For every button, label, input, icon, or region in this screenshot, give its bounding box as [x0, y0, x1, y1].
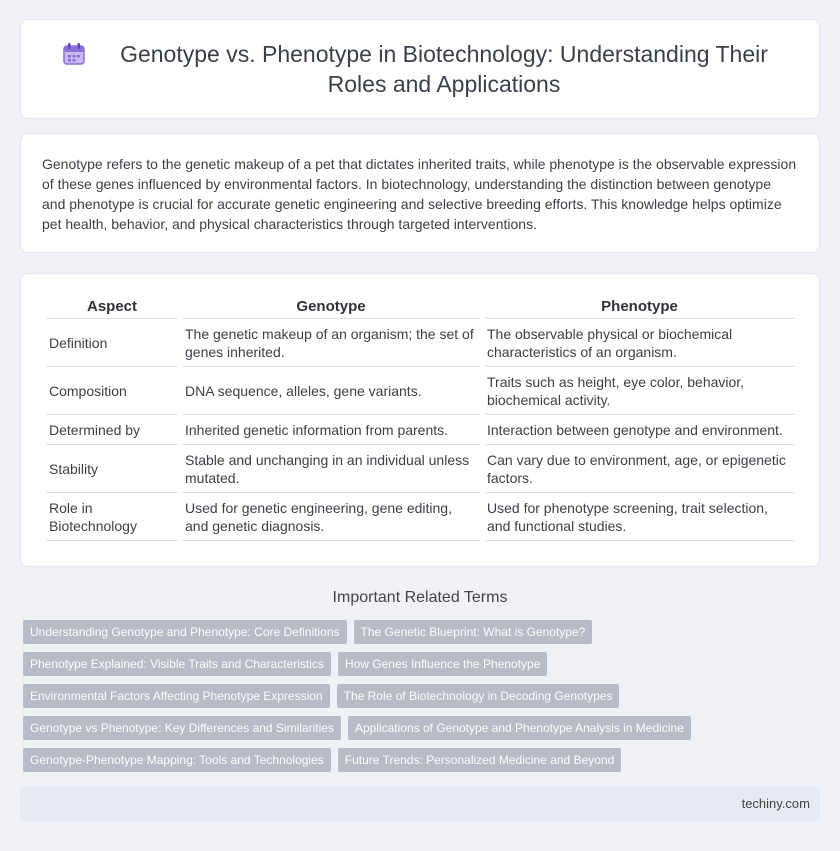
- related-term-tag[interactable]: Phenotype Explained: Visible Traits and Characteristics: [23, 652, 331, 676]
- phenotype-cell: Traits such as height, eye color, behavior, biochemical activity.: [484, 367, 795, 415]
- page-title: Genotype vs. Phenotype in Biotechnology: Understanding Their Roles and Applications: [120, 41, 768, 97]
- related-term-tag[interactable]: The Genetic Blueprint: What is Genotype?: [354, 620, 593, 644]
- header-aspect: Aspect: [46, 296, 178, 319]
- phenotype-cell: Interaction between genotype and environment.: [484, 415, 795, 445]
- phenotype-cell: Can vary due to environment, age, or epigenetic factors.: [484, 445, 795, 493]
- related-term-tag[interactable]: Genotype-Phenotype Mapping: Tools and Technologies: [23, 748, 331, 772]
- header-phenotype: Phenotype: [484, 296, 795, 319]
- genotype-cell: Used for genetic engineering, gene editing, and genetic diagnosis.: [182, 493, 480, 541]
- genotype-cell: Inherited genetic information from parents.: [182, 415, 480, 445]
- aspect-cell: Role in Biotechnology: [46, 493, 178, 541]
- comparison-table: [42, 296, 799, 541]
- table-row: [46, 319, 795, 367]
- related-term-tag[interactable]: Applications of Genotype and Phenotype Analysis in Medicine: [348, 716, 691, 740]
- related-terms-list: [23, 620, 803, 780]
- genotype-cell: DNA sequence, alleles, gene variants.: [182, 367, 480, 415]
- related-term-tag[interactable]: The Role of Biotechnology in Decoding Genotypes: [337, 684, 620, 708]
- related-term-tag[interactable]: Genotype vs Phenotype: Key Differences and Similarities: [23, 716, 341, 740]
- table-header-row: [46, 296, 795, 319]
- header-genotype: Genotype: [182, 296, 480, 319]
- intro-paragraph: Genotype refers to the genetic makeup of a pet that dictates inherited traits, while phenotype is the observable expression of these genes influenced by environmental factors. In biotechnology, understanding the distinction between genotype and phenotype is crucial for accurate genetic engineering and selective breeding efforts. This knowledge helps optimize pet health, behavior, and physical characteristics through targeted interventions.: [42, 156, 797, 232]
- related-term-tag[interactable]: How Genes Influence the Phenotype: [338, 652, 547, 676]
- related-term-tag[interactable]: Future Trends: Personalized Medicine and Beyond: [338, 748, 622, 772]
- genotype-cell: The genetic makeup of an organism; the set of genes inherited.: [182, 319, 480, 367]
- phenotype-cell: The observable physical or biochemical characteristics of an organism.: [484, 319, 795, 367]
- table-row: [46, 367, 795, 415]
- comparison-card: [20, 273, 820, 567]
- aspect-cell: Composition: [46, 367, 178, 415]
- phenotype-cell: Used for phenotype screening, trait selection, and functional studies.: [484, 493, 795, 541]
- related-term-tag[interactable]: Environmental Factors Affecting Phenotype Expression: [23, 684, 330, 708]
- aspect-cell: Determined by: [46, 415, 178, 445]
- calendar-icon: [61, 41, 87, 67]
- related-term-tag[interactable]: Understanding Genotype and Phenotype: Core Definitions: [23, 620, 347, 644]
- table-row: [46, 493, 795, 541]
- genotype-cell: Stable and unchanging in an individual unless mutated.: [182, 445, 480, 493]
- table-row: [46, 445, 795, 493]
- footer: [20, 787, 820, 821]
- related-terms-heading: Important Related Terms: [332, 589, 508, 606]
- title-card: [20, 19, 820, 119]
- footer-site-link[interactable]: techiny.com: [741, 796, 810, 811]
- aspect-cell: Stability: [46, 445, 178, 493]
- intro-card: [20, 133, 820, 253]
- table-row: [46, 415, 795, 445]
- aspect-cell: Definition: [46, 319, 178, 367]
